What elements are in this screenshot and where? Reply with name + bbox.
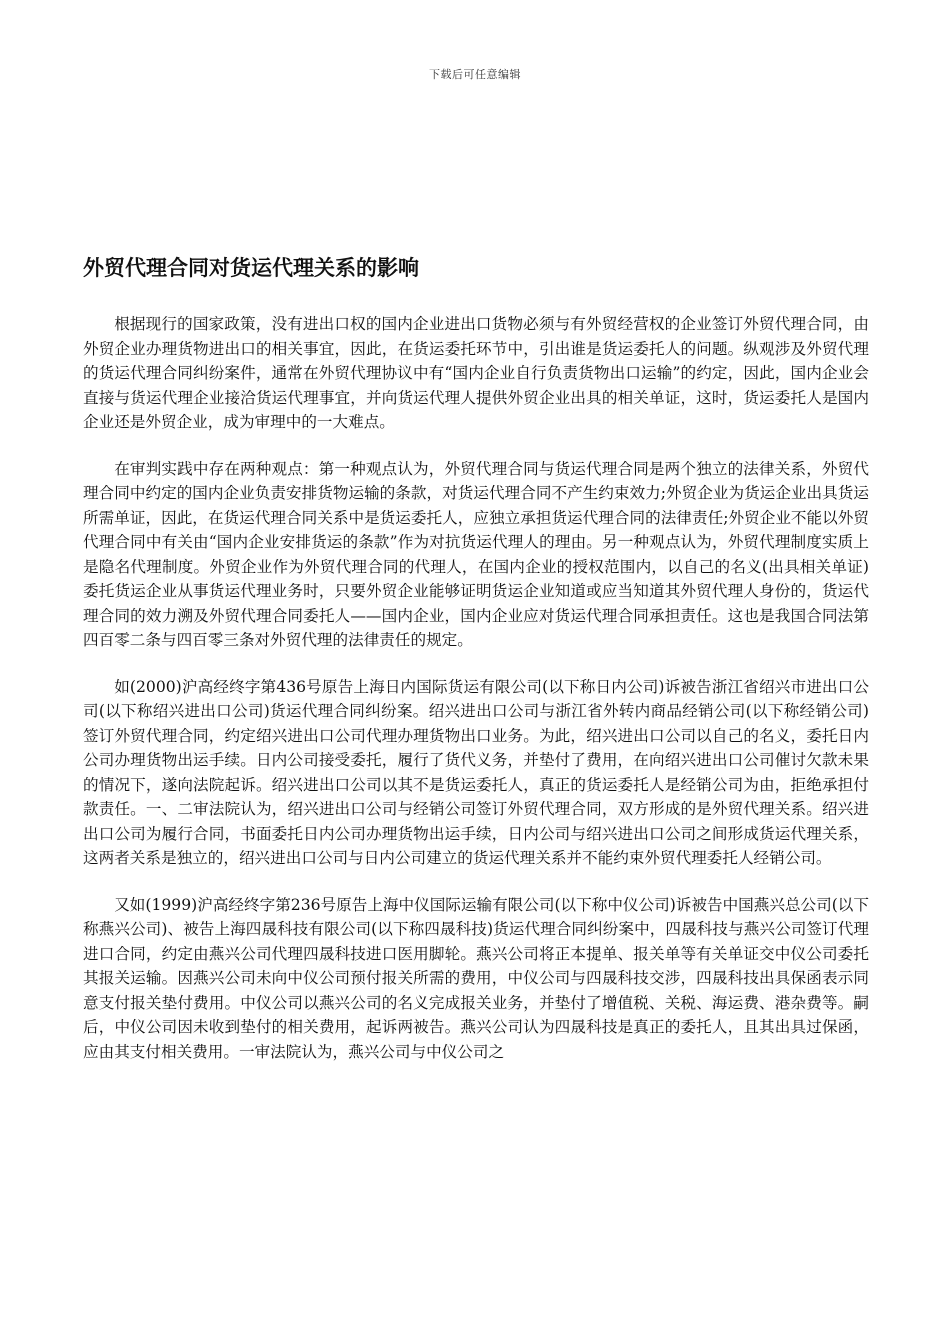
paragraph-1: 根据现行的国家政策，没有进出口权的国内企业进出口货物必须与有外贸经营权的企业签订外贸代理合同，由外贸企业办理货物进出口的相关事宜，因此，在货运委托环节中，引出谁是货运委托人的问题。纵观涉及外贸代理的货运代理合同纠纷案件，通常在外贸代理协议中有“国内企业自行负责货物出口运输”的约定，因此，国内企业会直接与货运代理企业接洽货运代理事宜，并向货运代理人提供外贸企业出具的相关单证，这时，货运委托人是国内企业还是外贸企业，成为审理中的一大难点。	[83, 315, 869, 431]
paragraph-4: 又如(1999)沪高经终字第236号原告上海中仪国际运输有限公司(以下称中仪公司)诉被告中国燕兴总公司(以下称燕兴公司)、被告上海四晟科技有限公司(以下称四晟科技)货运代理合同纠纷案中，四晟科技与燕兴公司签订代理进口合同，约定由燕兴公司代理四晟科技进口医用脚轮。燕兴公司将正本提单、报关单等有关单证交中仪公司委托其报关运输。因燕兴公司未向中仪公司预付报关所需的费用，中仪公司与四晟科技交涉，四晟科技出具保函表示同意支付报关垫付费用。中仪公司以燕兴公司的名义完成报关业务，并垫付了增值税、关税、海运费、港杂费等。嗣后，中仪公司因未收到垫付的相关费用，起诉两被告。燕兴公司认为四晟科技是真正的委托人，且其出具过保函，应由其支付相关费用。一审法院认为，燕兴公司与中仪公司之	[83, 895, 869, 1061]
header-note: 下载后可任意编辑	[429, 68, 521, 81]
paragraph-2: 在审判实践中存在两种观点：第一种观点认为，外贸代理合同与货运代理合同是两个独立的法律关系，外贸代理合同中约定的国内企业负责安排货物运输的条款，对货运代理合同不产生约束效力;外贸企业为货运企业出具货运所需单证，因此，在货运代理合同关系中是货运委托人，应独立承担货运代理合同的法律责任;外贸企业不能以外贸代理合同中有关由“国内企业安排货运的条款”作为对抗货运代理人的理由。另一种观点认为，外贸代理制度实质上是隐名代理制度。外贸企业作为外贸代理合同的代理人，在国内企业的授权范围内，以自己的名义(出具相关单证)委托货运企业从事货运代理业务时，只要外贸企业能够证明货运企业知道或应当知道其外贸代理人身份的，货运代理合同的效力溯及外贸代理合同委托人——国内企业，国内企业应对货运代理合同承担责任。这也是我国合同法第四百零二条与四百零三条对外贸代理的法律责任的规定。	[83, 459, 869, 649]
paragraph-3: 如(2000)沪高经终字第436号原告上海日内国际货运有限公司(以下称日内公司)诉被告浙江省绍兴市进出口公司(以下称绍兴进出口公司)货运代理合同纠纷案。绍兴进出口公司与浙江省外转内商品经销公司(以下称经销公司)签订外贸代理合同，约定绍兴进出口公司代理办理货物出口业务。为此，绍兴进出口公司以自己的名义，委托日内公司办理货物出运手续。日内公司接受委托，履行了货代义务，并垫付了费用，在向绍兴进出口公司催讨欠款未果的情况下，遂向法院起诉。绍兴进出口公司以其不是货运委托人，真正的货运委托人是经销公司为由，拒绝承担付款责任。一、二审法院认为，绍兴进出口公司与经销公司签订外贸代理合同，双方形成的是外贸代理关系。绍兴进出口公司为履行合同，书面委托日内公司办理货物出运手续，日内公司与绍兴进出口公司之间形成货运代理关系，这两者关系是独立的，绍兴进出口公司与日内公司建立的货运代理关系并不能约束外贸代理委托人经销公司。	[83, 677, 869, 867]
document-title: 外贸代理合同对货运代理关系的影响	[83, 256, 419, 280]
document-body	[83, 312, 869, 1086]
